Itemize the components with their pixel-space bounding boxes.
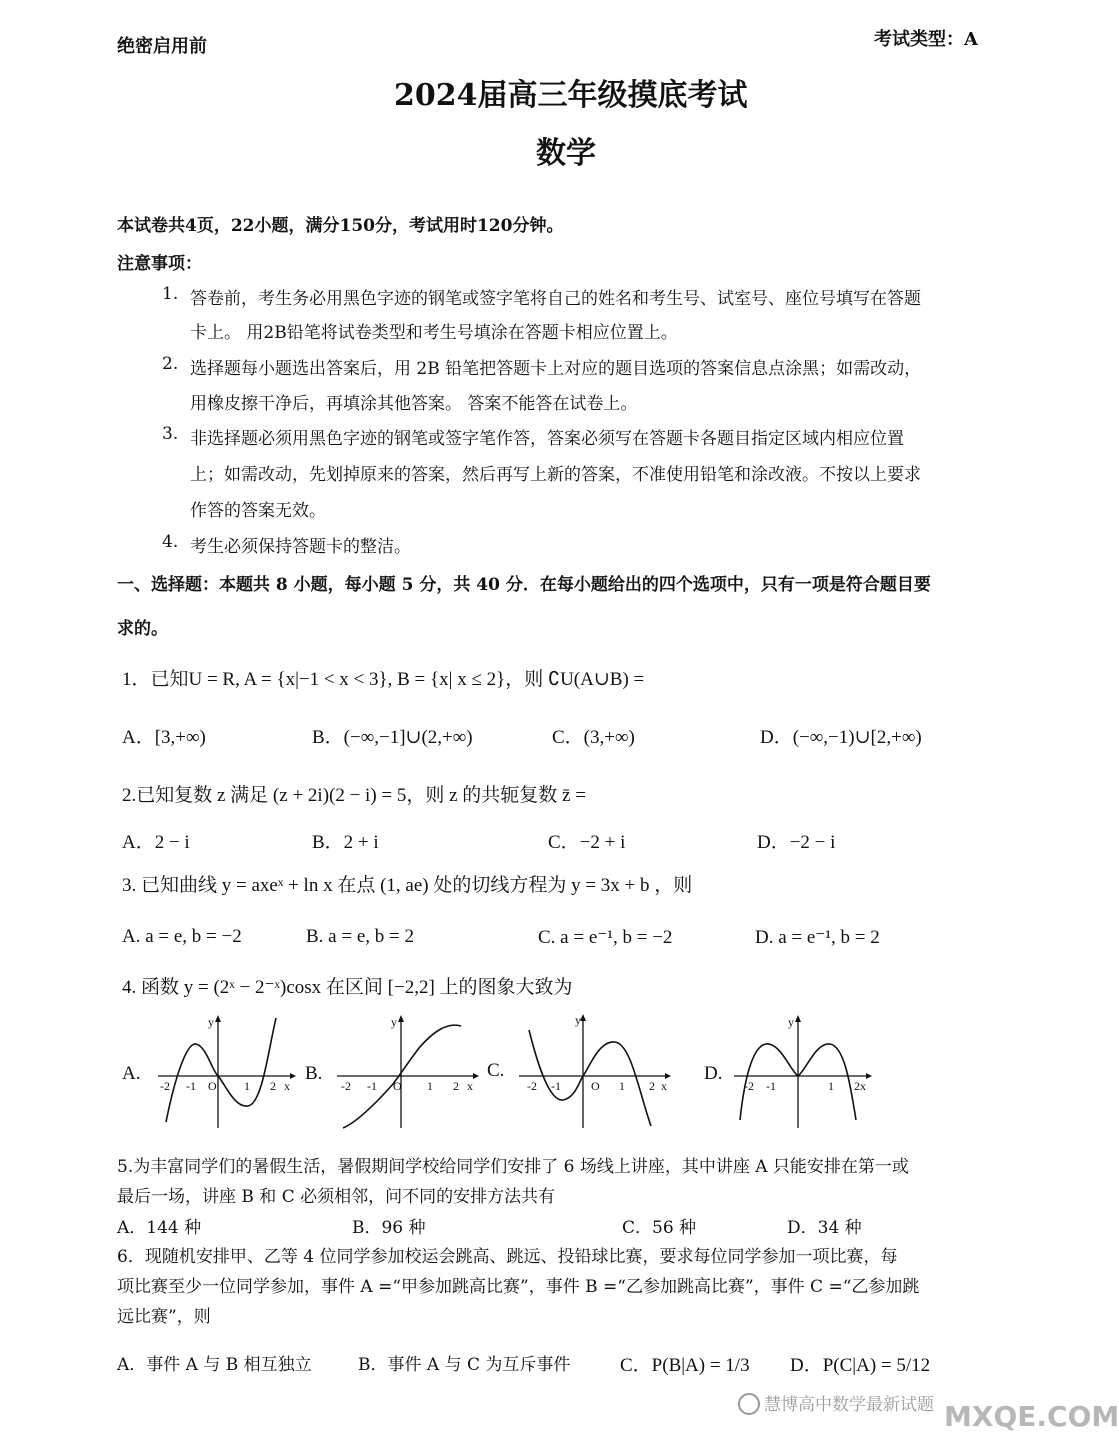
question-5-option-b: B．96 种 — [352, 1218, 426, 1238]
question-4-stem: 4. 函数 y = (2ˣ − 2⁻ˣ)cosx 在区间 [−2,2] 上的图象大致为 — [122, 977, 573, 998]
tick-label: 1 — [244, 1079, 250, 1093]
question-2-stem: 2.已知复数 z 满足 (z + 2i)(2 − i) = 5，则 z 的共轭复数 z̄ = — [122, 785, 586, 806]
question-2-option-a: A．2 − i — [122, 832, 190, 853]
tick-label: 1 — [828, 1079, 834, 1093]
notes-title: 注意事项： — [117, 254, 202, 274]
question-6-line: 远比赛”，则 — [117, 1307, 211, 1327]
watermark-text: 慧博高中数学最新试题 — [764, 1395, 934, 1415]
question-5-option-a: A．144 种 — [117, 1218, 202, 1238]
question-1-option-b: B．(−∞,−1]∪(2,+∞) — [312, 727, 473, 748]
note-line: 选择题每小题选出答案后，用 2B 铅笔把答题卡上对应的题目选项的答案信息点涂黑；如需改动， — [190, 359, 922, 379]
axis-y-label: y — [788, 1015, 794, 1029]
axis-x-label: x — [467, 1079, 473, 1093]
question-3-option-d: D. a = e⁻¹, b = 2 — [755, 927, 880, 948]
question-5-line: 5.为丰富同学们的暑假生活，暑假期间学校给同学们安排了 6 场线上讲座，其中讲座 A 只能安排在第一或 — [117, 1157, 909, 1177]
graph-option-d — [730, 1012, 880, 1132]
axis-y-label: y — [208, 1015, 214, 1029]
question-6-line: 6．现随机安排甲、乙等 4 位同学参加校运会跳高、跳远、投铅球比赛，要求每位同学参加一项比赛，每 — [117, 1247, 898, 1267]
note-number: 3. — [162, 424, 179, 444]
note-line: 上；如需改动，先划掉原来的答案，然后再写上新的答案，不准使用铅笔和涂改液。不按以上要求 — [190, 465, 921, 485]
note-line: 考生必须保持答题卡的整洁。 — [190, 537, 411, 557]
exam-type-label: 考试类型：A — [874, 29, 978, 50]
question-6-option-d: D．P(C|A) = 5/12 — [790, 1355, 931, 1376]
question-6-option-b: B．事件 A 与 C 为互斥事件 — [358, 1355, 571, 1375]
watermark-site: MXQE.COM — [944, 1400, 1119, 1433]
origin-label: O — [393, 1079, 402, 1093]
tick-label: -1 — [367, 1079, 377, 1093]
graph-option-c — [515, 1012, 675, 1132]
tick-label: -1 — [551, 1079, 561, 1093]
tick-label: -2 — [744, 1079, 754, 1093]
question-1-stem: 1．已知U = R, A = {x|−1 < x < 3}, B = {x| x ≤ 2}，则 ∁U(A∪B) = — [122, 669, 645, 690]
question-5-line: 最后一场，讲座 B 和 C 必须相邻，问不同的安排方法共有 — [117, 1187, 556, 1207]
subject-title: 数学 — [536, 136, 596, 171]
question-4-option-a: A. — [122, 1063, 141, 1084]
question-2-option-c: C．−2 + i — [548, 832, 626, 853]
tick-label: -1 — [766, 1079, 776, 1093]
note-line: 作答的答案无效。 — [190, 501, 326, 521]
axis-x-label: x — [661, 1079, 667, 1093]
question-1-option-d: D．(−∞,−1)∪[2,+∞) — [760, 727, 922, 748]
note-line: 答卷前，考生务必用黑色字迹的钢笔或签字笔将自己的姓名和考生号、试室号、座位号填写在答题 — [190, 289, 921, 309]
exam-summary: 本试卷共4页，22小题，满分150分，考试用时120分钟。 — [117, 216, 564, 236]
question-1-option-a: A．[3,+∞) — [122, 727, 206, 748]
tick-label: 1 — [619, 1079, 625, 1093]
question-3-option-c: C. a = e⁻¹, b = −2 — [538, 927, 673, 948]
note-line: 非选择题必须用黑色字迹的钢笔或签字笔作答，答案必须写在答题卡各题目指定区域内相应位置 — [190, 429, 904, 449]
note-number: 4. — [162, 532, 179, 552]
question-3-option-b: B. a = e, b = 2 — [306, 926, 414, 947]
question-3-stem: 3. 已知曲线 y = axeˣ + ln x 在点 (1, ae) 处的切线方程为 y = 3x + b ，则 — [122, 875, 693, 896]
tick-label: 2x — [854, 1079, 866, 1093]
tick-label: 2 — [649, 1079, 655, 1093]
graph-option-a — [150, 1012, 300, 1132]
section-heading-cont: 求的。 — [117, 619, 168, 639]
question-5-option-c: C．56 种 — [622, 1218, 697, 1238]
tick-label: -1 — [186, 1079, 196, 1093]
note-line: 用橡皮擦干净后，再填涂其他答案。 答案不能答在试卷上。 — [190, 394, 638, 414]
note-number: 2. — [162, 354, 179, 374]
note-line: 卡上。 用2B铅笔将试卷类型和考生号填涂在答题卡相应位置上。 — [190, 323, 678, 343]
watermark-logo-icon — [738, 1393, 760, 1415]
confidential-label: 绝密启用前 — [117, 36, 207, 57]
question-6-option-a: A．事件 A 与 B 相互独立 — [117, 1355, 312, 1375]
question-4-option-b: B. — [305, 1063, 323, 1084]
note-number: 1. — [162, 284, 179, 304]
question-1-option-c: C．(3,+∞) — [552, 727, 635, 748]
question-6-line: 项比赛至少一位同学参加，事件 A =“甲参加跳高比赛”，事件 B =“乙参加跳高比赛”，事件 C =“乙参加跳 — [117, 1277, 920, 1297]
tick-label: -2 — [160, 1079, 170, 1093]
tick-label: 2 — [453, 1079, 459, 1093]
axis-y-label: y — [391, 1015, 397, 1029]
graph-option-b — [333, 1012, 483, 1132]
question-2-option-d: D．−2 − i — [757, 832, 836, 853]
tick-label: 1 — [427, 1079, 433, 1093]
origin-label: O — [208, 1079, 217, 1093]
question-3-option-a: A. a = e, b = −2 — [122, 926, 242, 947]
axis-y-label: y — [575, 1013, 581, 1027]
tick-label: -2 — [341, 1079, 351, 1093]
tick-label: -2 — [527, 1079, 537, 1093]
question-4-option-d: D. — [704, 1063, 723, 1084]
origin-label: O — [591, 1079, 600, 1093]
question-5-option-d: D．34 种 — [787, 1218, 862, 1238]
exam-title: 2024届高三年级摸底考试 — [394, 78, 748, 113]
question-2-option-b: B．2 + i — [312, 832, 379, 853]
axis-x-label: x — [284, 1079, 290, 1093]
question-4-option-c: C. — [487, 1060, 505, 1081]
section-heading: 一、选择题：本题共 8 小题，每小题 5 分，共 40 分．在每小题给出的四个选项中，只有一项是符合题目要 — [117, 575, 931, 595]
question-6-option-c: C．P(B|A) = 1/3 — [620, 1355, 750, 1376]
tick-label: 2 — [270, 1079, 276, 1093]
